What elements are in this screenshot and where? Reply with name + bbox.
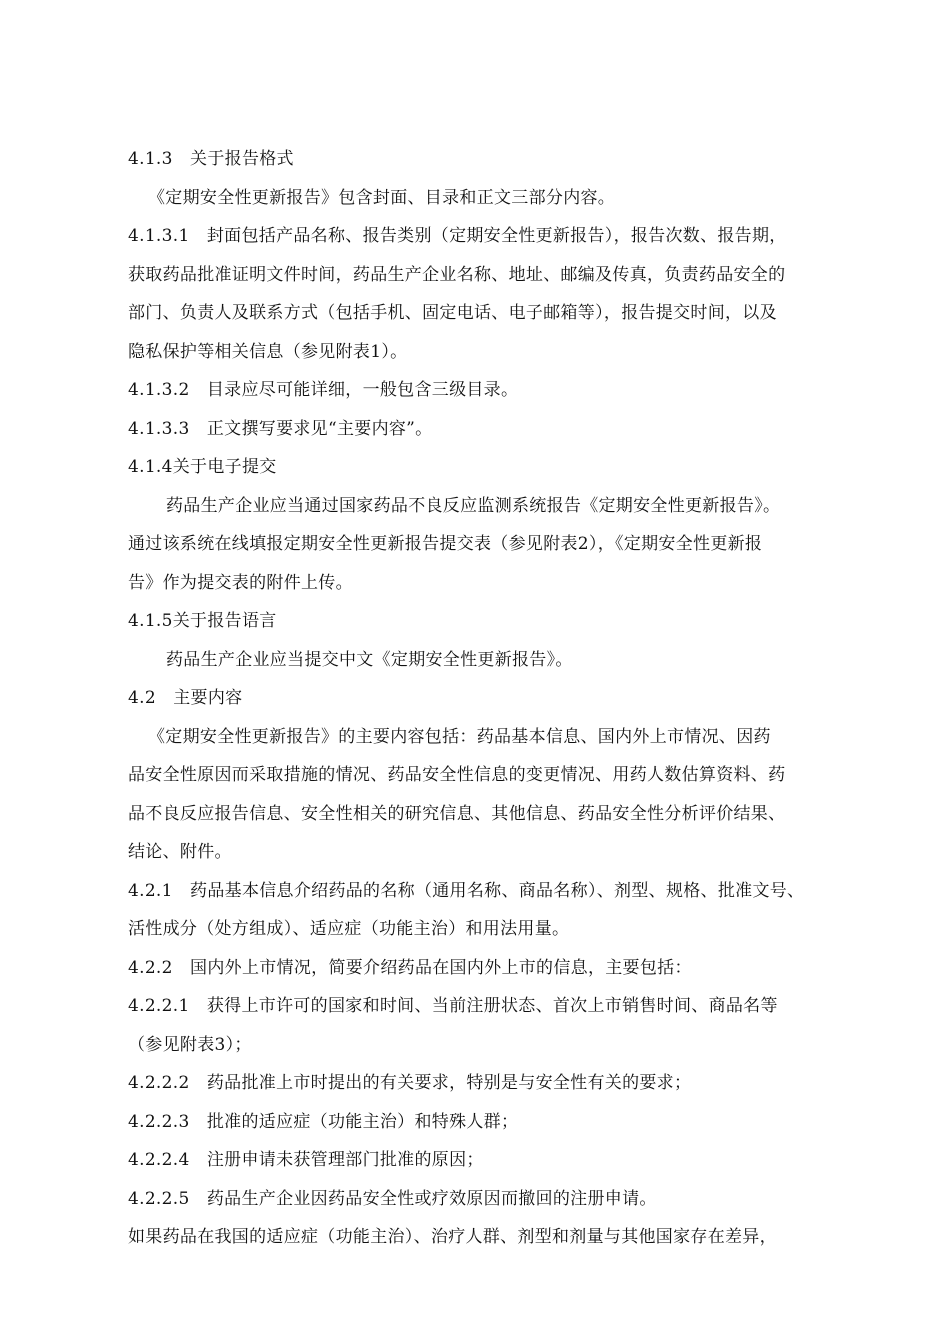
text-line: 4.1.3.2 目录应尽可能详细，一般包含三级目录。: [128, 380, 519, 400]
text-line: 4.2 主要内容: [128, 688, 243, 708]
text-line: 获取药品批准证明文件时间，药品生产企业名称、地址、邮编及传真，负责药品安全的: [128, 264, 786, 285]
text-line: 药品生产企业应当提交中文《定期安全性更新报告》。: [166, 649, 573, 670]
text-line: 4.2.2.1 获得上市许可的国家和时间、当前注册状态、首次上市销售时间、商品名等: [128, 996, 778, 1016]
text-line: 4.1.4关于电子提交: [128, 457, 277, 477]
text-line: （参见附表3）；: [128, 1034, 252, 1055]
text-line: 4.1.3 关于报告格式: [128, 149, 294, 169]
document-body: [128, 140, 888, 1257]
text-line: 药品生产企业应当通过国家药品不良反应监测系统报告《定期安全性更新报告》。: [166, 495, 781, 516]
text-line: 《定期安全性更新报告》的主要内容包括：药品基本信息、国内外上市情况、因药: [148, 726, 771, 747]
text-line: 结论、附件。: [128, 842, 232, 862]
text-line: 4.2.2.3 批准的适应症（功能主治）和特殊人群；: [128, 1111, 519, 1132]
text-line: 4.1.3.1 封面包括产品名称、报告类别（定期安全性更新报告），报告次数、报告期，: [128, 226, 787, 246]
text-line: 如果药品在我国的适应症（功能主治）、治疗人群、剂型和剂量与其他国家存在差异，: [128, 1227, 777, 1247]
text-line: 4.2.1 药品基本信息介绍药品的名称（通用名称、商品名称）、剂型、规格、批准文号、: [128, 880, 805, 901]
text-line: 品安全性原因而采取措施的情况、药品安全性信息的变更情况、用药人数估算资料、药: [128, 765, 786, 785]
text-line: 品不良反应报告信息、安全性相关的研究信息、其他信息、药品安全性分析评价结果、: [128, 803, 786, 824]
text-line: 部门、负责人及联系方式（包括手机、固定电话、电子邮箱等），报告提交时间，以及: [128, 303, 777, 323]
text-line: 4.2.2.2 药品批准上市时提出的有关要求，特别是与安全性有关的要求；: [128, 1073, 692, 1093]
text-line: 4.1.3.3 正文撰写要求见“主要内容”。: [128, 418, 433, 439]
text-line: 通过该系统在线填报定期安全性更新报告提交表（参见附表2），《定期安全性更新报: [128, 534, 763, 554]
text-line: 《定期安全性更新报告》包含封面、目录和正文三部分内容。: [148, 187, 616, 208]
text-line: 4.2.2 国内外上市情况，简要介绍药品在国内外上市的信息，主要包括：: [128, 957, 692, 978]
text-line: 4.2.2.4 注册申请未获管理部门批准的原因；: [128, 1150, 484, 1170]
text-line: 隐私保护等相关信息（参见附表1）。: [128, 341, 408, 362]
text-line: 4.1.5关于报告语言: [128, 611, 277, 631]
text-line: 活性成分（处方组成）、适应症（功能主治）和用法用量。: [128, 919, 570, 939]
text-line: 4.2.2.5 药品生产企业因药品安全性或疗效原因而撤回的注册申请。: [128, 1188, 657, 1209]
text-line: 告》作为提交表的附件上传。: [128, 572, 353, 593]
